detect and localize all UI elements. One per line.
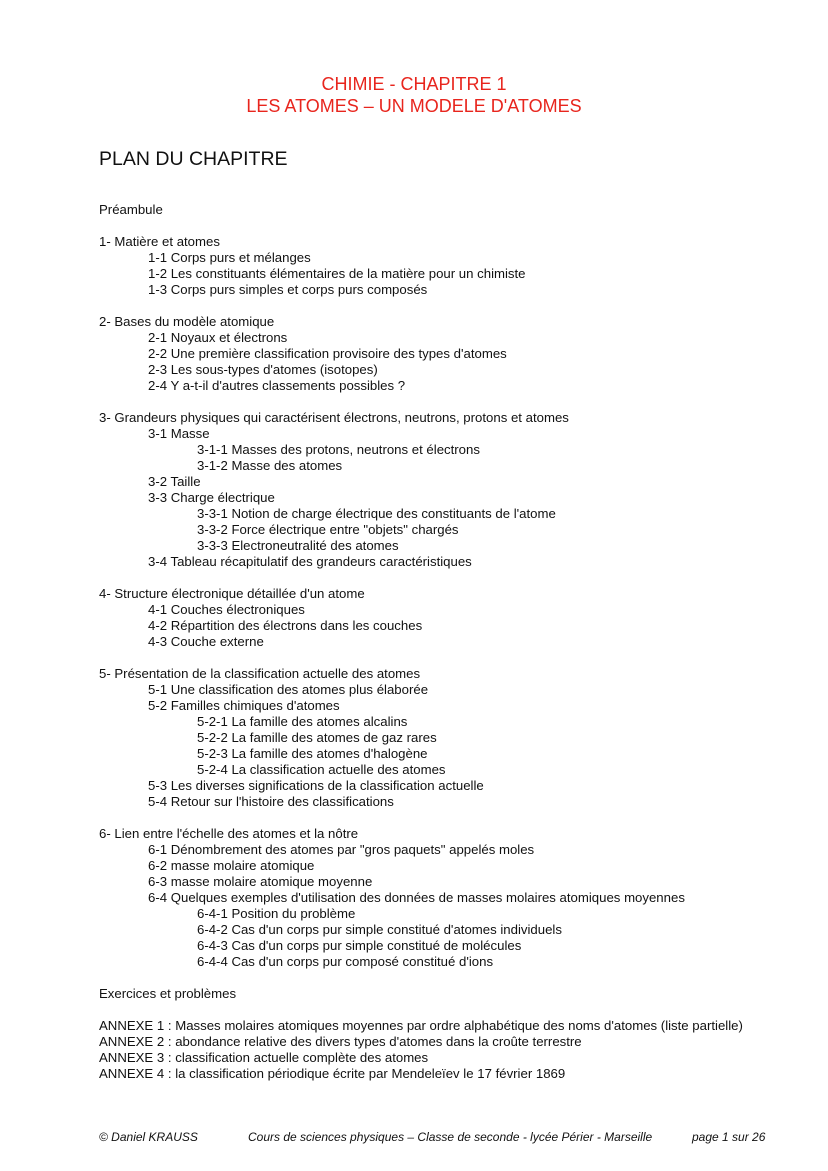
- toc-subsection: 2-3 Les sous-types d'atomes (isotopes): [148, 362, 378, 377]
- toc-subsection: 4-3 Couche externe: [148, 634, 264, 649]
- toc-subsection: 3-3 Charge électrique: [148, 490, 275, 505]
- toc-subsection: 5-1 Une classification des atomes plus élaborée: [148, 682, 429, 697]
- toc-annex: ANNEXE 3 : classification actuelle complète des atomes: [99, 1050, 429, 1065]
- toc-section: Exercices et problèmes: [99, 986, 237, 1001]
- toc-subsection: 5-3 Les diverses significations de la classification actuelle: [148, 778, 484, 793]
- toc-section: 3- Grandeurs physiques qui caractérisent électrons, neutrons, protons et atomes: [99, 410, 569, 425]
- toc-section: 6- Lien entre l'échelle des atomes et la nôtre: [99, 826, 359, 841]
- toc-subsection: 1-2 Les constituants élémentaires de la matière pour un chimiste: [148, 266, 526, 281]
- toc-subsubsection: 6-4-2 Cas d'un corps pur simple constitué d'atomes individuels: [197, 922, 562, 937]
- toc-annex: ANNEXE 4 : la classification périodique écrite par Mendeleïev le 17 février 1869: [99, 1066, 566, 1081]
- toc-subsection: 3-2 Taille: [148, 474, 201, 489]
- toc-section: Préambule: [99, 202, 163, 217]
- toc-subsubsection: 5-2-1 La famille des atomes alcalins: [197, 714, 408, 729]
- toc-subsubsection: 6-4-1 Position du problème: [197, 906, 356, 921]
- toc-subsection: 2-2 Une première classification provisoire des types d'atomes: [148, 346, 507, 361]
- toc-subsubsection: 3-3-3 Electroneutralité des atomes: [197, 538, 399, 553]
- toc-subsection: 6-2 masse molaire atomique: [148, 858, 315, 873]
- footer-page-number: page 1 sur 26: [692, 1130, 766, 1144]
- toc-subsubsection: 3-3-2 Force électrique entre "objets" chargés: [197, 522, 459, 537]
- toc-subsection: 1-3 Corps purs simples et corps purs composés: [148, 282, 428, 297]
- toc-subsubsection: 5-2-4 La classification actuelle des atomes: [197, 762, 446, 777]
- toc-subsection: 1-1 Corps purs et mélanges: [148, 250, 311, 265]
- toc-section: 5- Présentation de la classification actuelle des atomes: [99, 666, 421, 681]
- toc-subsubsection: 6-4-4 Cas d'un corps pur composé constitué d'ions: [197, 954, 494, 969]
- toc-subsection: 3-1 Masse: [148, 426, 210, 441]
- toc-subsubsection: 3-1-1 Masses des protons, neutrons et électrons: [197, 442, 480, 457]
- toc-subsubsection: 3-1-2 Masse des atomes: [197, 458, 343, 473]
- toc-section: 2- Bases du modèle atomique: [99, 314, 275, 329]
- toc-subsubsection: 5-2-2 La famille des atomes de gaz rares: [197, 730, 437, 745]
- footer-course: Cours de sciences physiques – Classe de seconde - lycée Périer - Marseille: [248, 1130, 653, 1144]
- toc-section: 1- Matière et atomes: [99, 234, 220, 249]
- toc-subsection: 6-3 masse molaire atomique moyenne: [148, 874, 373, 889]
- toc-subsection: 2-4 Y a-t-il d'autres classements possibles ?: [148, 378, 406, 393]
- toc-subsection: 5-4 Retour sur l'histoire des classifications: [148, 794, 394, 809]
- toc-subsection: 5-2 Familles chimiques d'atomes: [148, 698, 340, 713]
- toc-subsection: 4-1 Couches électroniques: [148, 602, 305, 617]
- toc-subsection: 6-1 Dénombrement des atomes par "gros paquets" appelés moles: [148, 842, 535, 857]
- footer-author: © Daniel KRAUSS: [99, 1130, 198, 1144]
- toc-subsection: 3-4 Tableau récapitulatif des grandeurs caractéristiques: [148, 554, 472, 569]
- toc-subsection: 6-4 Quelques exemples d'utilisation des données de masses molaires atomiques moyennes: [148, 890, 685, 905]
- chapter-subtitle: LES ATOMES – UN MODELE D'ATOMES: [246, 96, 582, 116]
- toc-subsubsection: 5-2-3 La famille des atomes d'halogène: [197, 746, 428, 761]
- toc-subsubsection: 6-4-3 Cas d'un corps pur simple constitué de molécules: [197, 938, 522, 953]
- toc-annex: ANNEXE 2 : abondance relative des divers types d'atomes dans la croûte terrestre: [99, 1034, 582, 1049]
- toc-subsection: 4-2 Répartition des électrons dans les couches: [148, 618, 423, 633]
- toc-section: 4- Structure électronique détaillée d'un atome: [99, 586, 365, 601]
- toc-subsubsection: 3-3-1 Notion de charge électrique des constituants de l'atome: [197, 506, 556, 521]
- plan-heading: PLAN DU CHAPITRE: [99, 148, 288, 170]
- toc-subsection: 2-1 Noyaux et électrons: [148, 330, 288, 345]
- toc-annex: ANNEXE 1 : Masses molaires atomiques moyennes par ordre alphabétique des noms d'atomes (liste partielle): [99, 1018, 743, 1033]
- chapter-title: CHIMIE - CHAPITRE 1: [321, 74, 507, 94]
